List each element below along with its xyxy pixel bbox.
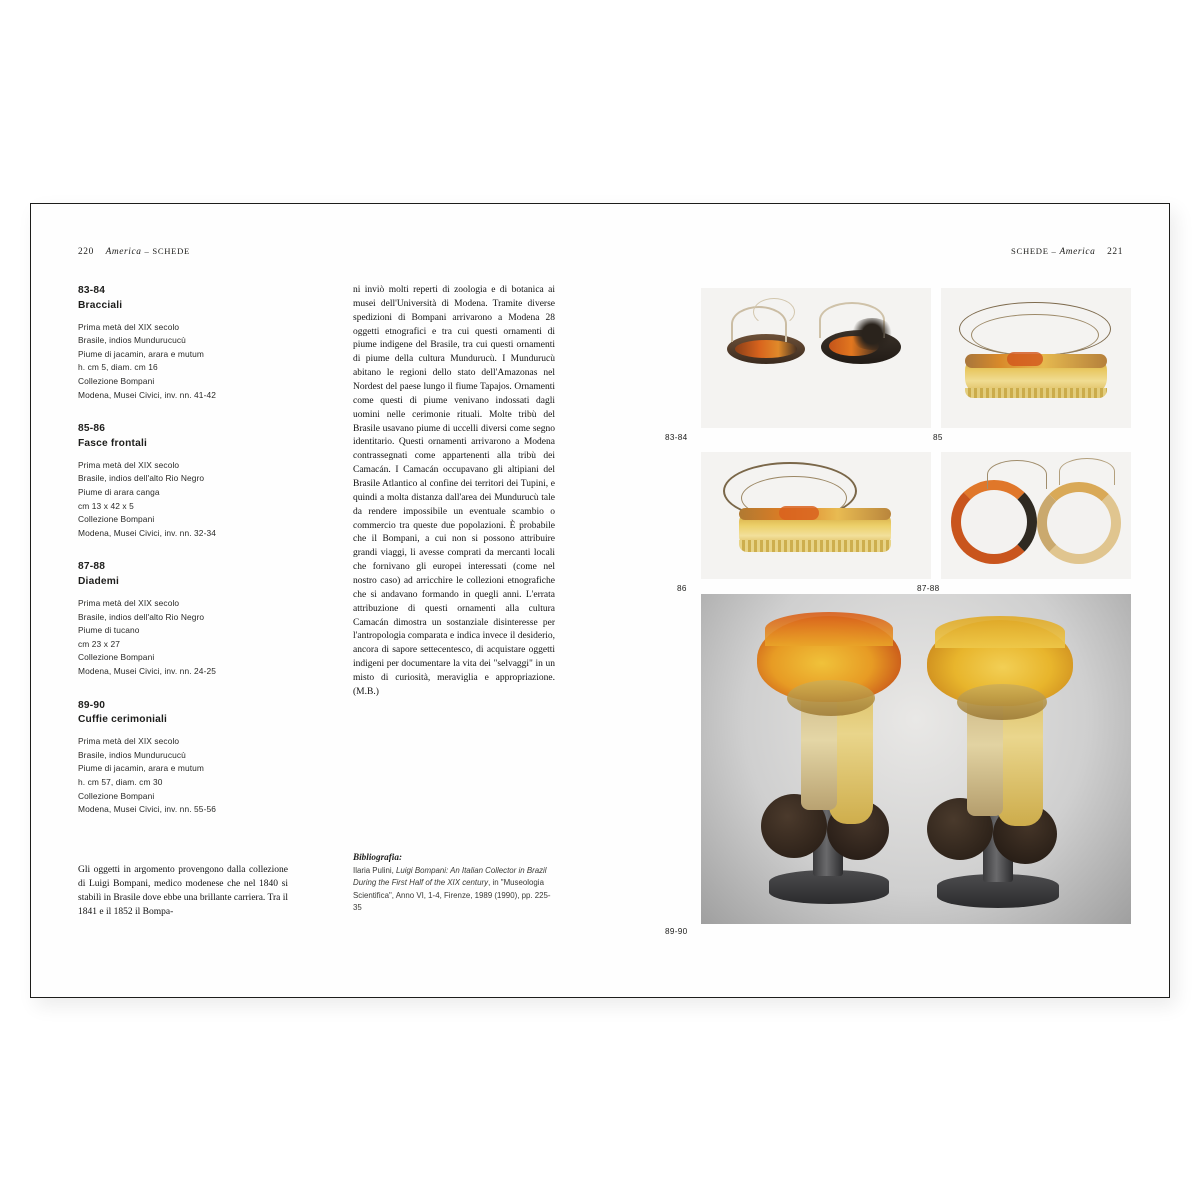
meta-line: Prima metà del XIX secolo	[78, 459, 180, 470]
folio-right: 221	[1107, 247, 1123, 257]
running-head-section-right: SCHEDE –	[1011, 246, 1057, 256]
plate-image-83-84	[701, 288, 931, 428]
entry-title: Cuffie cerimoniali	[78, 714, 168, 726]
meta-line: Modena, Musei Civici, inv. nn. 32-34	[78, 527, 216, 538]
entry-numbers: 85-86	[78, 423, 106, 435]
bibliography-author: Ilaria Pulini,	[353, 866, 396, 875]
running-head-title-left: America	[105, 247, 142, 257]
catalog-entry	[78, 422, 288, 540]
catalog-entry	[78, 284, 288, 402]
entry-numbers: 89-90	[78, 699, 106, 711]
running-head-title-right: America	[1059, 247, 1096, 257]
entry-meta	[78, 597, 288, 679]
plate-image-85	[941, 288, 1131, 428]
bibliography-label: Bibliografia:	[353, 852, 403, 862]
meta-line: Collezione Bompani	[78, 790, 155, 801]
catalog-column	[78, 284, 288, 837]
meta-line: cm 13 x 42 x 5	[78, 500, 134, 511]
meta-line: Piume di jacamin, arara e mutum	[78, 763, 204, 774]
catalog-entry	[78, 699, 288, 817]
meta-line: Collezione Bompani	[78, 652, 155, 663]
right-page	[601, 204, 1170, 997]
entry-meta	[78, 321, 288, 403]
meta-line: Prima metà del XIX secolo	[78, 598, 180, 608]
entry-title: Bracciali	[78, 299, 123, 311]
meta-line: Prima metà del XIX secolo	[78, 736, 180, 747]
meta-line: Modena, Musei Civici, inv. nn. 41-42	[78, 389, 216, 400]
running-head-right	[1011, 246, 1123, 257]
meta-line: Brasile, indios Mundurucucù	[78, 749, 186, 760]
entry-numbers: 83-84	[78, 285, 106, 296]
meta-line: Modena, Musei Civici, inv. nn. 24-25	[78, 666, 216, 677]
running-head-section-left: – SCHEDE	[144, 246, 190, 256]
plate-caption: 86	[677, 584, 687, 593]
entry-title: Diademi	[78, 576, 120, 588]
meta-line: Collezione Bompani	[78, 376, 155, 386]
meta-line: Prima metà del XIX secolo	[78, 321, 180, 332]
meta-line: Piume di arara canga	[78, 487, 160, 497]
meta-line: h. cm 5, diam. cm 16	[78, 362, 158, 373]
bibliography-work: Luigi Bompani: An Italian Collector in Brazil During the First Half of the XIX century	[353, 866, 547, 888]
plate-caption: 89-90	[665, 927, 688, 936]
plate-caption: 85	[933, 433, 943, 442]
plate-image-87-88	[941, 452, 1131, 579]
catalog-entry	[78, 560, 288, 678]
meta-line: Piume di tucano	[78, 625, 140, 636]
entry-title: Fasce frontali	[78, 438, 148, 449]
bibliography-rest: , in "Museologia Scientifica", Anno VI, 1-4, Firenze, 1989 (1990), pp. 225-35	[353, 878, 551, 912]
meta-line: Collezione Bompani	[78, 514, 155, 525]
entry-meta	[78, 459, 288, 541]
running-head-left	[78, 246, 190, 257]
plate-caption: 83-84	[665, 433, 688, 442]
book-spread	[30, 203, 1170, 998]
plate-image-86	[701, 452, 931, 579]
meta-line: h. cm 57, diam. cm 30	[78, 777, 163, 788]
intro-paragraph: Gli oggetti in argomento provengono dalla collezione di Luigi Bompani, medico modenese che nel 1840 si stabilì in Brasile dove ebbe una brillante carriera. Tra il 1841 e il 1852 il Bompa-	[78, 865, 288, 917]
entry-meta	[78, 735, 288, 817]
left-page	[31, 204, 601, 997]
meta-line: Brasile, indios dell'alto Rio Negro	[78, 473, 205, 484]
bibliography	[353, 852, 555, 914]
folio-left: 220	[78, 247, 94, 257]
meta-line: Brasile, indios Mundurucucù	[78, 335, 186, 346]
meta-line: Modena, Musei Civici, inv. nn. 55-56	[78, 804, 216, 815]
entry-numbers: 87-88	[78, 561, 106, 573]
meta-line: cm 23 x 27	[78, 638, 120, 649]
plate-caption: 87-88	[917, 584, 940, 593]
plate-image-89-90	[701, 594, 1131, 924]
body-paragraph: ni inviò molti reperti di zoologia e di botanica ai musei dell'Università di Modena. Tramite diverse spedizioni di Bompani arrivarono a Modena 28 oggetti etnografici e tra cui questi ornamenti di piume indigene del Brasile, tra cui questi ornamenti di piume della cultura Mundurucù. I Mundurucù abitano le regioni dello stato dell'Amazonas nel Nordest del paese lungo il fiume Tapajos. Ornamenti come questi di piume venivano indossati dagli uomini nelle cerimonie rituali. Molte tribù del Brasile usavano piume di uccelli diversi come segno identitario. Questi ornamenti arrivarono a Modena contrassegnati come appartenenti alla tribù dei Camacán. I Camacán occupavano gli altipiani del Brasile Atlantico al confine dei territori dei Tupini, e quindi a molta distanza dall'area dei Mundurucù tale da rendere impossibile un eventuale scambio o commercio tra queste due popolazioni. È probabile che il Bompani, a cui non si possono attribuire grandi viaggi, li avesse comprati da mercanti locali che fornivano gli europei interessati (come nel nostro caso) ad arricchire le collezioni etnografiche che si andavano formando in quegli anni. L'errata attribuzione di questi ornamenti alla cultura Camacán dimostra un sostanziale disinteresse per l'antropologia comparata e indica invece il desiderio, ancora di sapore settecentesco, di acquistare oggetti indigeni per documentare la vita dei "selvaggi" in un misto di curiosità, meraviglia e appropriazione. (M.B.)	[353, 285, 555, 697]
meta-line: Piume di jacamin, arara e mutum	[78, 348, 204, 359]
meta-line: Brasile, indios dell'alto Rio Negro	[78, 611, 205, 622]
bibliography-entry	[353, 865, 555, 914]
